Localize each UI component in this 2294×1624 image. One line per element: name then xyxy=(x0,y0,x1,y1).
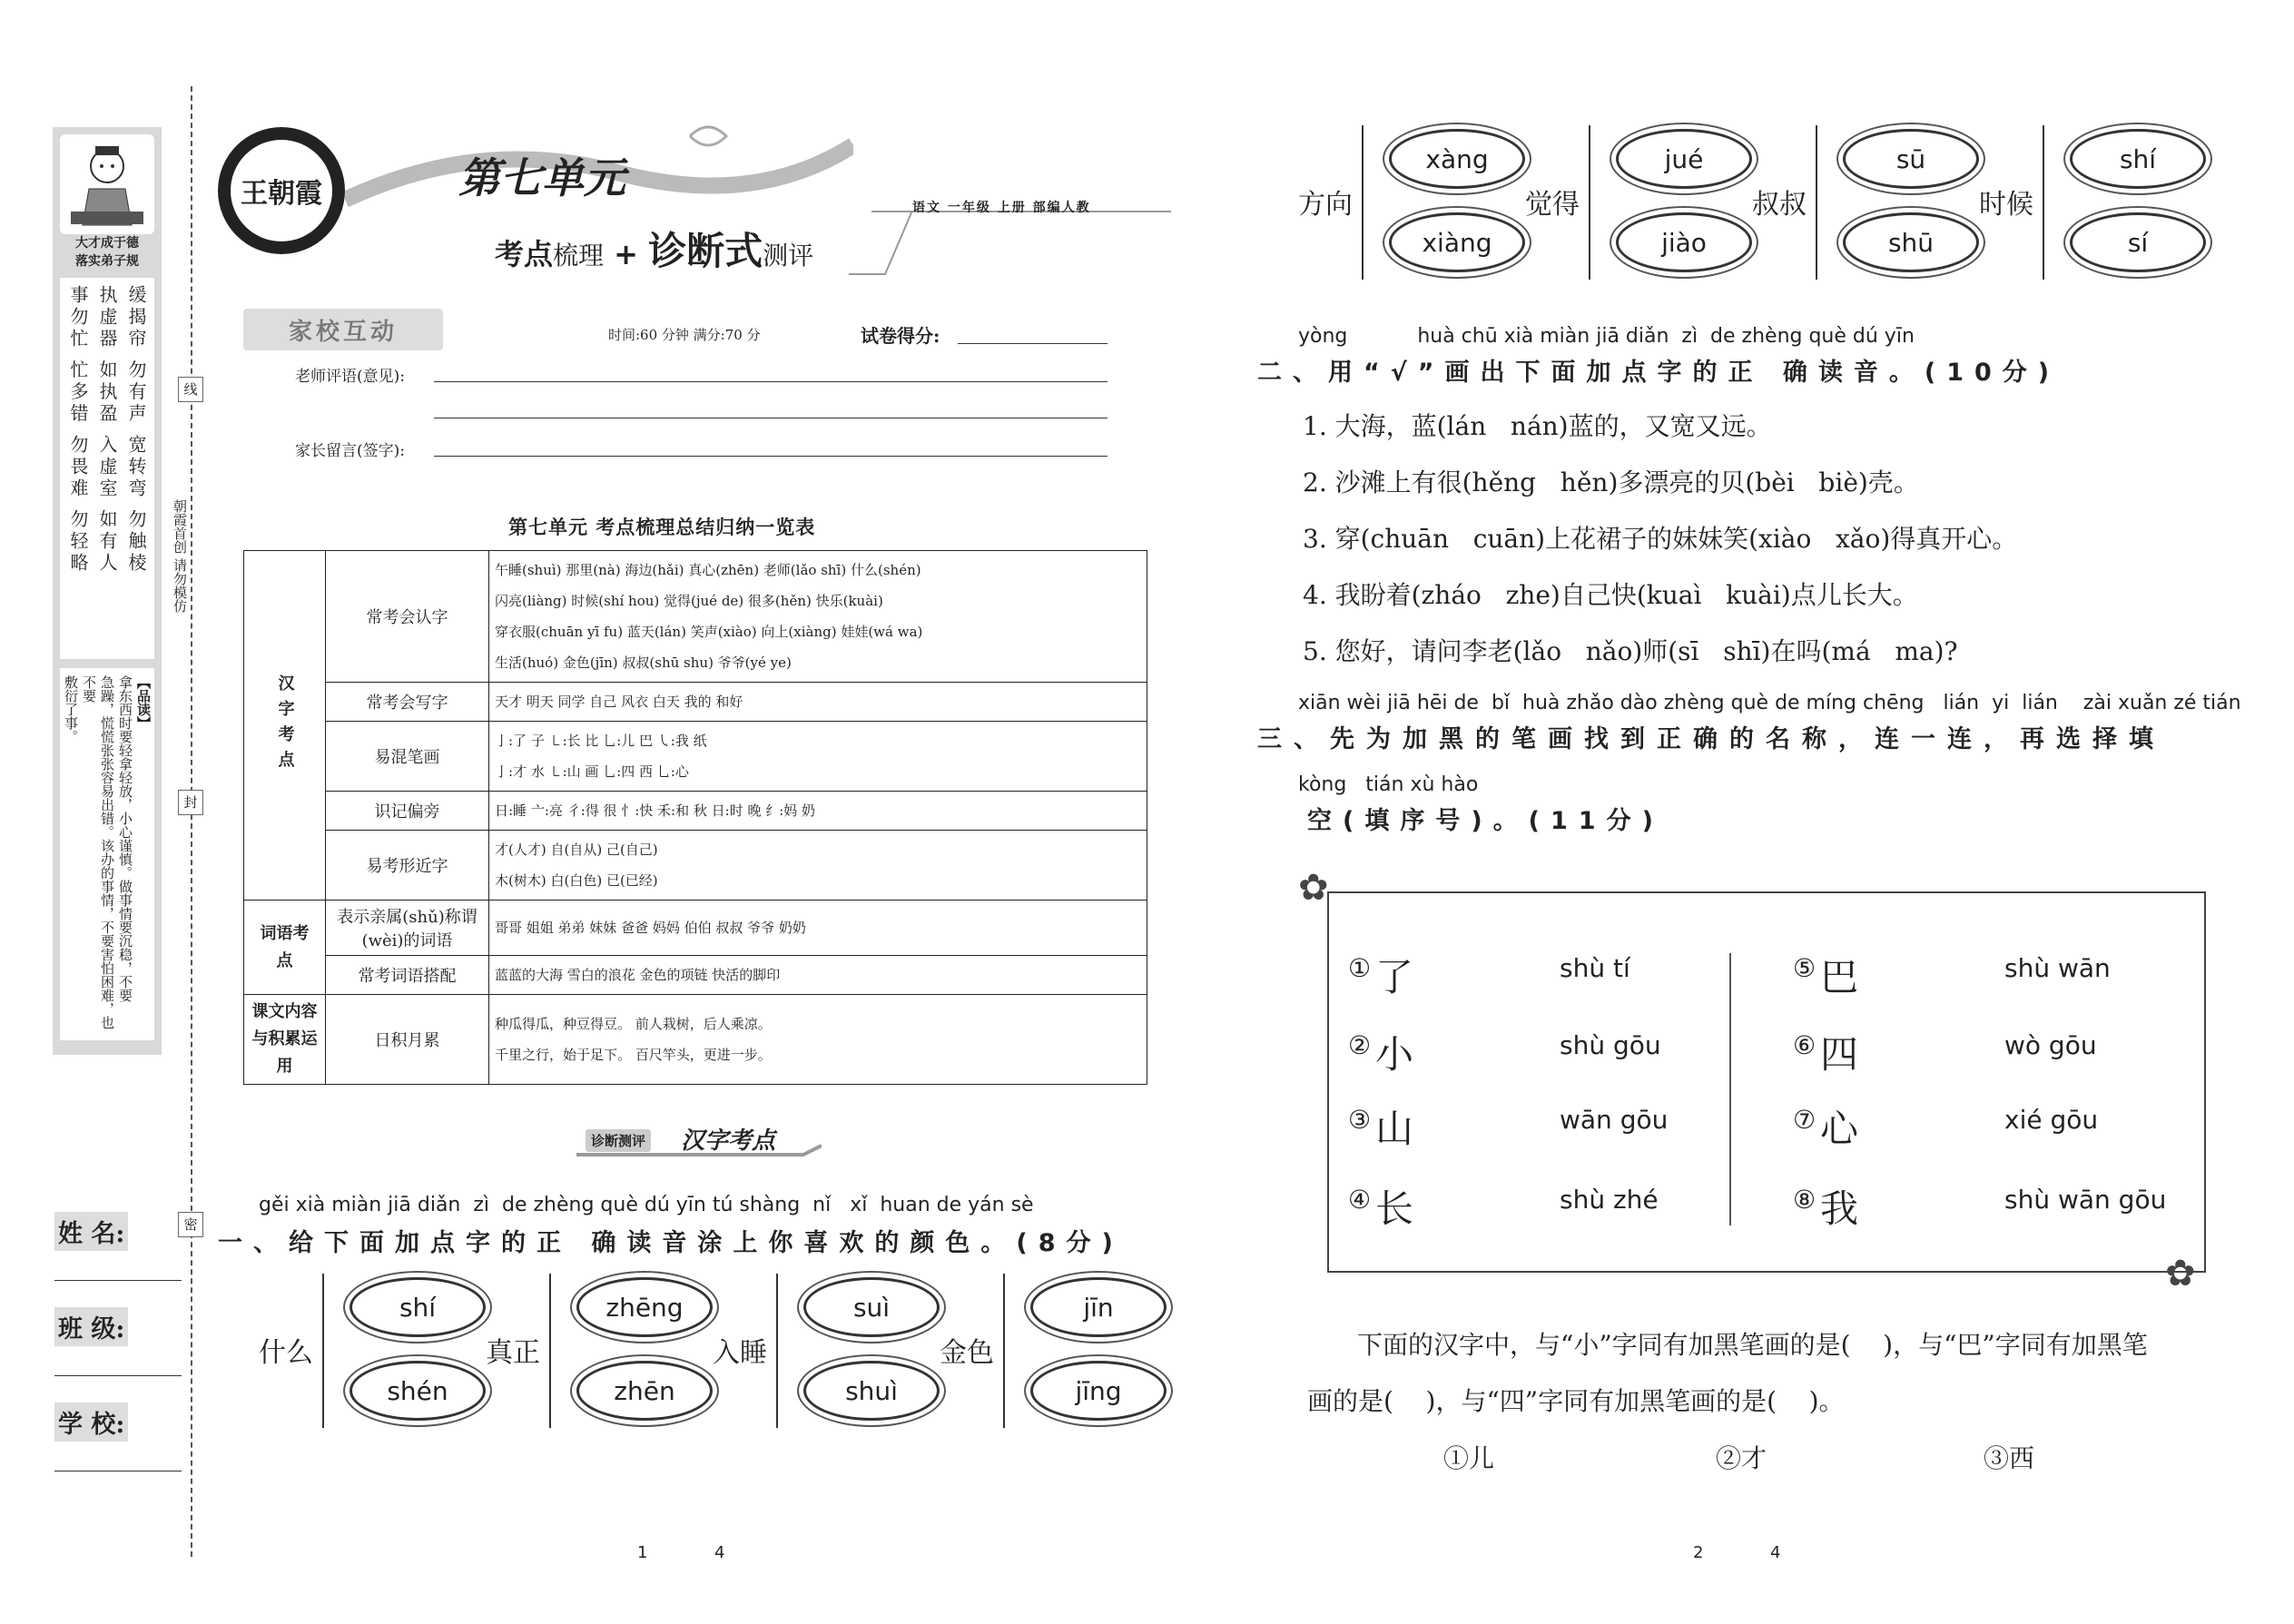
stroke-name[interactable]: shù tí xyxy=(1560,953,1630,983)
table-row xyxy=(244,995,1147,1085)
pinyin-bubble[interactable]: shí xyxy=(2070,129,2206,189)
cut-label: 密 xyxy=(178,1212,203,1237)
parent-comment-label: 家长留言(签字): xyxy=(295,442,405,460)
flower-icon: ✿ xyxy=(2165,1253,2196,1294)
pinyin-bubble[interactable]: jué xyxy=(1616,129,1752,189)
note-column: 急躁，慌慌张张容易出错。该办的事情，不要害怕困难，也不要 xyxy=(81,675,115,1029)
name-field[interactable] xyxy=(54,1280,182,1281)
home-school-banner: 家校互动 xyxy=(243,309,443,350)
question-pinyin: yòng huà chū xià miàn jiā diǎn zì de zhèng què dú yīn xyxy=(1298,325,1915,348)
subtitle-plus: + xyxy=(614,237,638,271)
cut-label: 封 xyxy=(178,790,203,815)
brand-logo xyxy=(218,127,345,254)
exam-meta: 时间:60 分钟 满分:70 分 xyxy=(608,327,761,343)
table-row xyxy=(244,722,1147,792)
sidebar-panel xyxy=(53,127,162,1055)
pinyin-bubble[interactable]: shén xyxy=(350,1361,486,1421)
teacher-comment-field[interactable] xyxy=(434,381,1108,382)
table-cell: 天才 明天 同学 自己 风衣 白天 我的 和好 xyxy=(489,683,1147,722)
option-word: 方向 xyxy=(1298,189,1353,221)
table-row xyxy=(244,551,1147,683)
option-word: 觉得 xyxy=(1525,189,1580,221)
note-column: 拿东西时要轻拿轻放，小心谨慎。做事情要沉稳，不要 xyxy=(117,675,133,1002)
stroke-matching-box xyxy=(1327,891,2206,1273)
parent-comment-field[interactable] xyxy=(434,456,1108,457)
pinyin-bubble[interactable]: shū xyxy=(1843,212,1979,272)
table-category: 词语考点 xyxy=(244,901,326,995)
summary-table xyxy=(243,550,1147,1085)
question-heading: 三、先为加黑的笔画找到正确的名称，连一连，再选择填 xyxy=(1257,725,2165,753)
page-number: 2 xyxy=(1693,1543,1704,1562)
stroke-character: 小 xyxy=(1375,1032,1414,1077)
pinyin-bubble[interactable]: jīn xyxy=(1030,1277,1167,1337)
pinyin-bubble[interactable]: sí xyxy=(2070,212,2206,272)
option-word: 金色 xyxy=(940,1337,994,1369)
item-number: ⑦ xyxy=(1793,1105,1816,1135)
table-cell: 午睡(shuì) 那里(nà) 海边(hǎi) 真心(zhēn) 老师(lǎo shī) 什么(shén) 闪亮(liàng) 时候(shí hou) 觉得(jué de) 很多(hěn) 快乐(kuài) 穿衣服(chuān yī fu) 蓝天(lán) 笑声(xiào) 向上(xiàng) 娃娃(wá wa) 生活(huó) 金色(jīn) 叔叔(shū shu) 爷爷(yé ye) xyxy=(489,551,1147,683)
option-bracket xyxy=(322,1274,331,1428)
grade-tag: 语文 一年级 上册 部编人教 xyxy=(912,201,1091,215)
unit-title: 第七单元 xyxy=(458,153,625,202)
option-bracket xyxy=(1003,1274,1012,1428)
stroke-name[interactable]: shù wān gōu xyxy=(2004,1185,2167,1215)
table-label: 日积月累 xyxy=(326,995,489,1085)
pinyin-bubble[interactable]: jiào xyxy=(1616,212,1752,272)
pinyin-bubble[interactable]: jīng xyxy=(1030,1361,1167,1421)
option-item: ③西 xyxy=(1984,1443,2035,1473)
option-bracket xyxy=(776,1274,785,1428)
option-item: ②才 xyxy=(1716,1443,1767,1473)
option-word: 什么 xyxy=(259,1337,313,1369)
rule-column: 执虚器 如执盈 入虚室 如有人 xyxy=(96,285,118,576)
pinyin-bubble[interactable]: suì xyxy=(803,1277,940,1337)
page-number: 4 xyxy=(714,1543,725,1562)
pinyin-bubble[interactable]: xàng xyxy=(1389,129,1525,189)
stroke-character: 心 xyxy=(1820,1107,1859,1151)
table-row xyxy=(244,831,1147,901)
pinyin-bubble[interactable]: xiàng xyxy=(1389,212,1525,272)
table-category: 课文内容与积累运用 xyxy=(244,995,326,1085)
stroke-name[interactable]: wān gōu xyxy=(1560,1105,1669,1135)
question-heading: 二、用“√”画出下面加点字的正 确读音。(10分) xyxy=(1257,359,2061,387)
flower-icon: ✿ xyxy=(1298,867,1329,909)
stroke-character: 长 xyxy=(1375,1186,1414,1231)
page-number: 1 xyxy=(637,1543,648,1562)
copyright-note: 朝霞首创 请勿模仿 xyxy=(172,499,188,613)
fill-blank-line[interactable]: 下面的汉字中，与“小”字同有加黑笔画的是( )，与“巴”字同有加黑笔 xyxy=(1357,1330,2148,1360)
pinyin-bubble[interactable]: sū xyxy=(1843,129,1979,189)
score-label: 试卷得分: xyxy=(861,325,940,347)
option-item: ①儿 xyxy=(1443,1443,1495,1473)
question-pinyin: xiān wèi jiā hēi de bǐ huà zhǎo dào zhèng què de míng chēng lián yi lián zài xuǎn zé tián xyxy=(1298,692,2241,714)
q2-item[interactable]: 4. 我盼着(zháo zhe)自己快(kuaì kuài)点儿长大。 xyxy=(1303,580,1918,610)
table-label: 表示亲属(shǔ)称谓(wèi)的词语 xyxy=(326,901,489,956)
table-category: 汉字考点 xyxy=(244,551,326,901)
name-label: 姓 名: xyxy=(54,1212,128,1251)
option-bracket xyxy=(1816,125,1825,280)
section-tag: 诊断测评 xyxy=(586,1129,651,1152)
option-word: 入睡 xyxy=(713,1337,767,1369)
sidebar-motto xyxy=(53,234,162,271)
option-word: 时候 xyxy=(1979,189,2033,221)
table-label: 易考形近字 xyxy=(326,831,489,901)
column-divider xyxy=(1729,953,1731,1225)
table-label: 常考会认字 xyxy=(326,551,489,683)
item-number: ⑤ xyxy=(1793,953,1816,983)
q2-item[interactable]: 3. 穿(chuān cuān)上花裙子的妹妹笑(xiào xǎo)得真开心。 xyxy=(1303,524,2018,554)
subtitle-part: 考点 xyxy=(495,237,554,271)
table-label: 常考会写字 xyxy=(326,683,489,722)
q2-item[interactable]: 1. 大海，蓝(lán nán)蓝的，又宽又远。 xyxy=(1303,411,1772,441)
item-number: ① xyxy=(1348,953,1372,983)
option-bracket xyxy=(1362,125,1371,280)
question-pinyin: gěi xià miàn jiā diǎn zì de zhèng què dú yīn tú shàng nǐ xǐ huan de yán sè xyxy=(259,1194,1034,1216)
table-label: 识记偏旁 xyxy=(326,792,489,831)
q2-item[interactable]: 5. 您好，请问李老(lǎo nǎo)师(sī shī)在吗(má ma)? xyxy=(1303,636,1958,666)
subtitle-part: 梳理 xyxy=(553,241,605,271)
stroke-name[interactable]: xié gōu xyxy=(2004,1105,2099,1135)
item-number: ⑧ xyxy=(1793,1185,1816,1215)
question-heading: 一、给下面加点字的正 确读音涂上你喜欢的颜色。(8分) xyxy=(218,1229,1124,1257)
motto-line: 大才成于德 xyxy=(75,236,139,251)
rule-column: 缓揭帘 勿有声 宽转弯 勿触棱 xyxy=(125,285,147,576)
rule-column: 事勿忙 忙多错 勿畏难 勿轻略 xyxy=(67,285,89,576)
stroke-name[interactable]: shù zhé xyxy=(1560,1185,1659,1215)
class-field[interactable] xyxy=(54,1375,182,1376)
stroke-name[interactable]: shù wān xyxy=(2004,953,2111,983)
sidebar-note xyxy=(60,668,154,1040)
option-word: 叔叔 xyxy=(1752,189,1807,221)
stroke-character: 山 xyxy=(1375,1107,1414,1151)
table-row xyxy=(244,683,1147,722)
fill-blank-line[interactable]: 画的是( )，与“四”字同有加黑笔画的是( )。 xyxy=(1307,1386,1845,1416)
score-field[interactable] xyxy=(958,343,1108,344)
table-cell: 日:睡 亠:亮 彳:得 很 忄:快 禾:和 秋 日:时 晚 纟:妈 奶 xyxy=(489,792,1147,831)
stroke-name[interactable]: wò gōu xyxy=(2004,1030,2097,1060)
mascot-image xyxy=(60,134,154,234)
teacher-comment-label: 老师评语(意见): xyxy=(295,368,405,386)
table-label: 常考词语搭配 xyxy=(326,956,489,995)
pinyin-bubble[interactable]: shí xyxy=(350,1277,486,1337)
pinyin-bubble[interactable]: shuì xyxy=(803,1361,940,1421)
item-number: ④ xyxy=(1348,1185,1372,1215)
table-row xyxy=(244,901,1147,956)
stroke-character: 四 xyxy=(1820,1032,1859,1077)
stroke-character: 了 xyxy=(1375,955,1414,999)
cut-label: 线 xyxy=(178,377,203,402)
option-bracket xyxy=(2043,125,2052,280)
header-slash-decoration xyxy=(849,211,921,283)
table-cell: 哥哥 姐姐 弟弟 妹妹 爸爸 妈妈 伯伯 叔叔 爷爷 奶奶 xyxy=(489,901,1147,956)
question-pinyin: kòng tián xù hào xyxy=(1298,773,1479,796)
page-number: 4 xyxy=(1770,1543,1781,1562)
stroke-character: 我 xyxy=(1820,1186,1859,1231)
table-cell: 种瓜得瓜，种豆得豆。 前人栽树，后人乘凉。 千里之行，始于足下。 百尺竿头，更进一步。 xyxy=(489,995,1147,1085)
school-label: 学 校: xyxy=(54,1403,128,1442)
table-cell: 蓝蓝的大海 雪白的浪花 金色的项链 快活的脚印 xyxy=(489,956,1147,995)
note-title: 【品读】 xyxy=(135,675,152,730)
subtitle-part: 诊断式 xyxy=(648,229,763,273)
stroke-character: 巴 xyxy=(1820,955,1859,999)
option-bracket xyxy=(549,1274,558,1428)
stroke-name[interactable]: shù gōu xyxy=(1560,1030,1661,1060)
pinyin-bubble[interactable]: zhēng xyxy=(576,1277,713,1337)
table-cell: 才(人才) 自(自从) 己(自己) 木(树木) 白(白色) 已(已经) xyxy=(489,831,1147,901)
item-number: ⑥ xyxy=(1793,1030,1816,1060)
q2-item[interactable]: 2. 沙滩上有很(hěng hěn)多漂亮的贝(bèi biè)壳。 xyxy=(1303,468,1919,497)
logo-text: 王朝霞 xyxy=(231,140,332,241)
table-label: 易混笔画 xyxy=(326,722,489,792)
item-number: ② xyxy=(1348,1030,1372,1060)
option-bracket xyxy=(1589,125,1598,280)
cut-line xyxy=(191,86,192,1557)
section-title: 汉字考点 xyxy=(681,1127,776,1155)
sidebar-rules xyxy=(60,278,154,659)
option-word: 真正 xyxy=(486,1337,540,1369)
question-heading: 空(填序号)。(11分) xyxy=(1307,807,1664,835)
motto-line: 落实弟子规 xyxy=(75,254,139,269)
note-column: 敷衍了事。 xyxy=(63,675,79,743)
table-row xyxy=(244,792,1147,831)
table-title: 第七单元 考点梳理总结归纳一览表 xyxy=(508,516,816,538)
table-row xyxy=(244,956,1147,995)
class-label: 班 级: xyxy=(54,1307,128,1346)
page-subtitle xyxy=(495,221,813,276)
subtitle-part: 测评 xyxy=(763,241,814,271)
item-number: ③ xyxy=(1348,1105,1372,1135)
pinyin-bubble[interactable]: zhēn xyxy=(576,1361,713,1421)
table-cell: 亅:了 子 ㇄:长 比 乚:儿 巴 ㇂:我 纸 亅:才 水 ㇄:山 画 乚:四 西 乚:心 xyxy=(489,722,1147,792)
